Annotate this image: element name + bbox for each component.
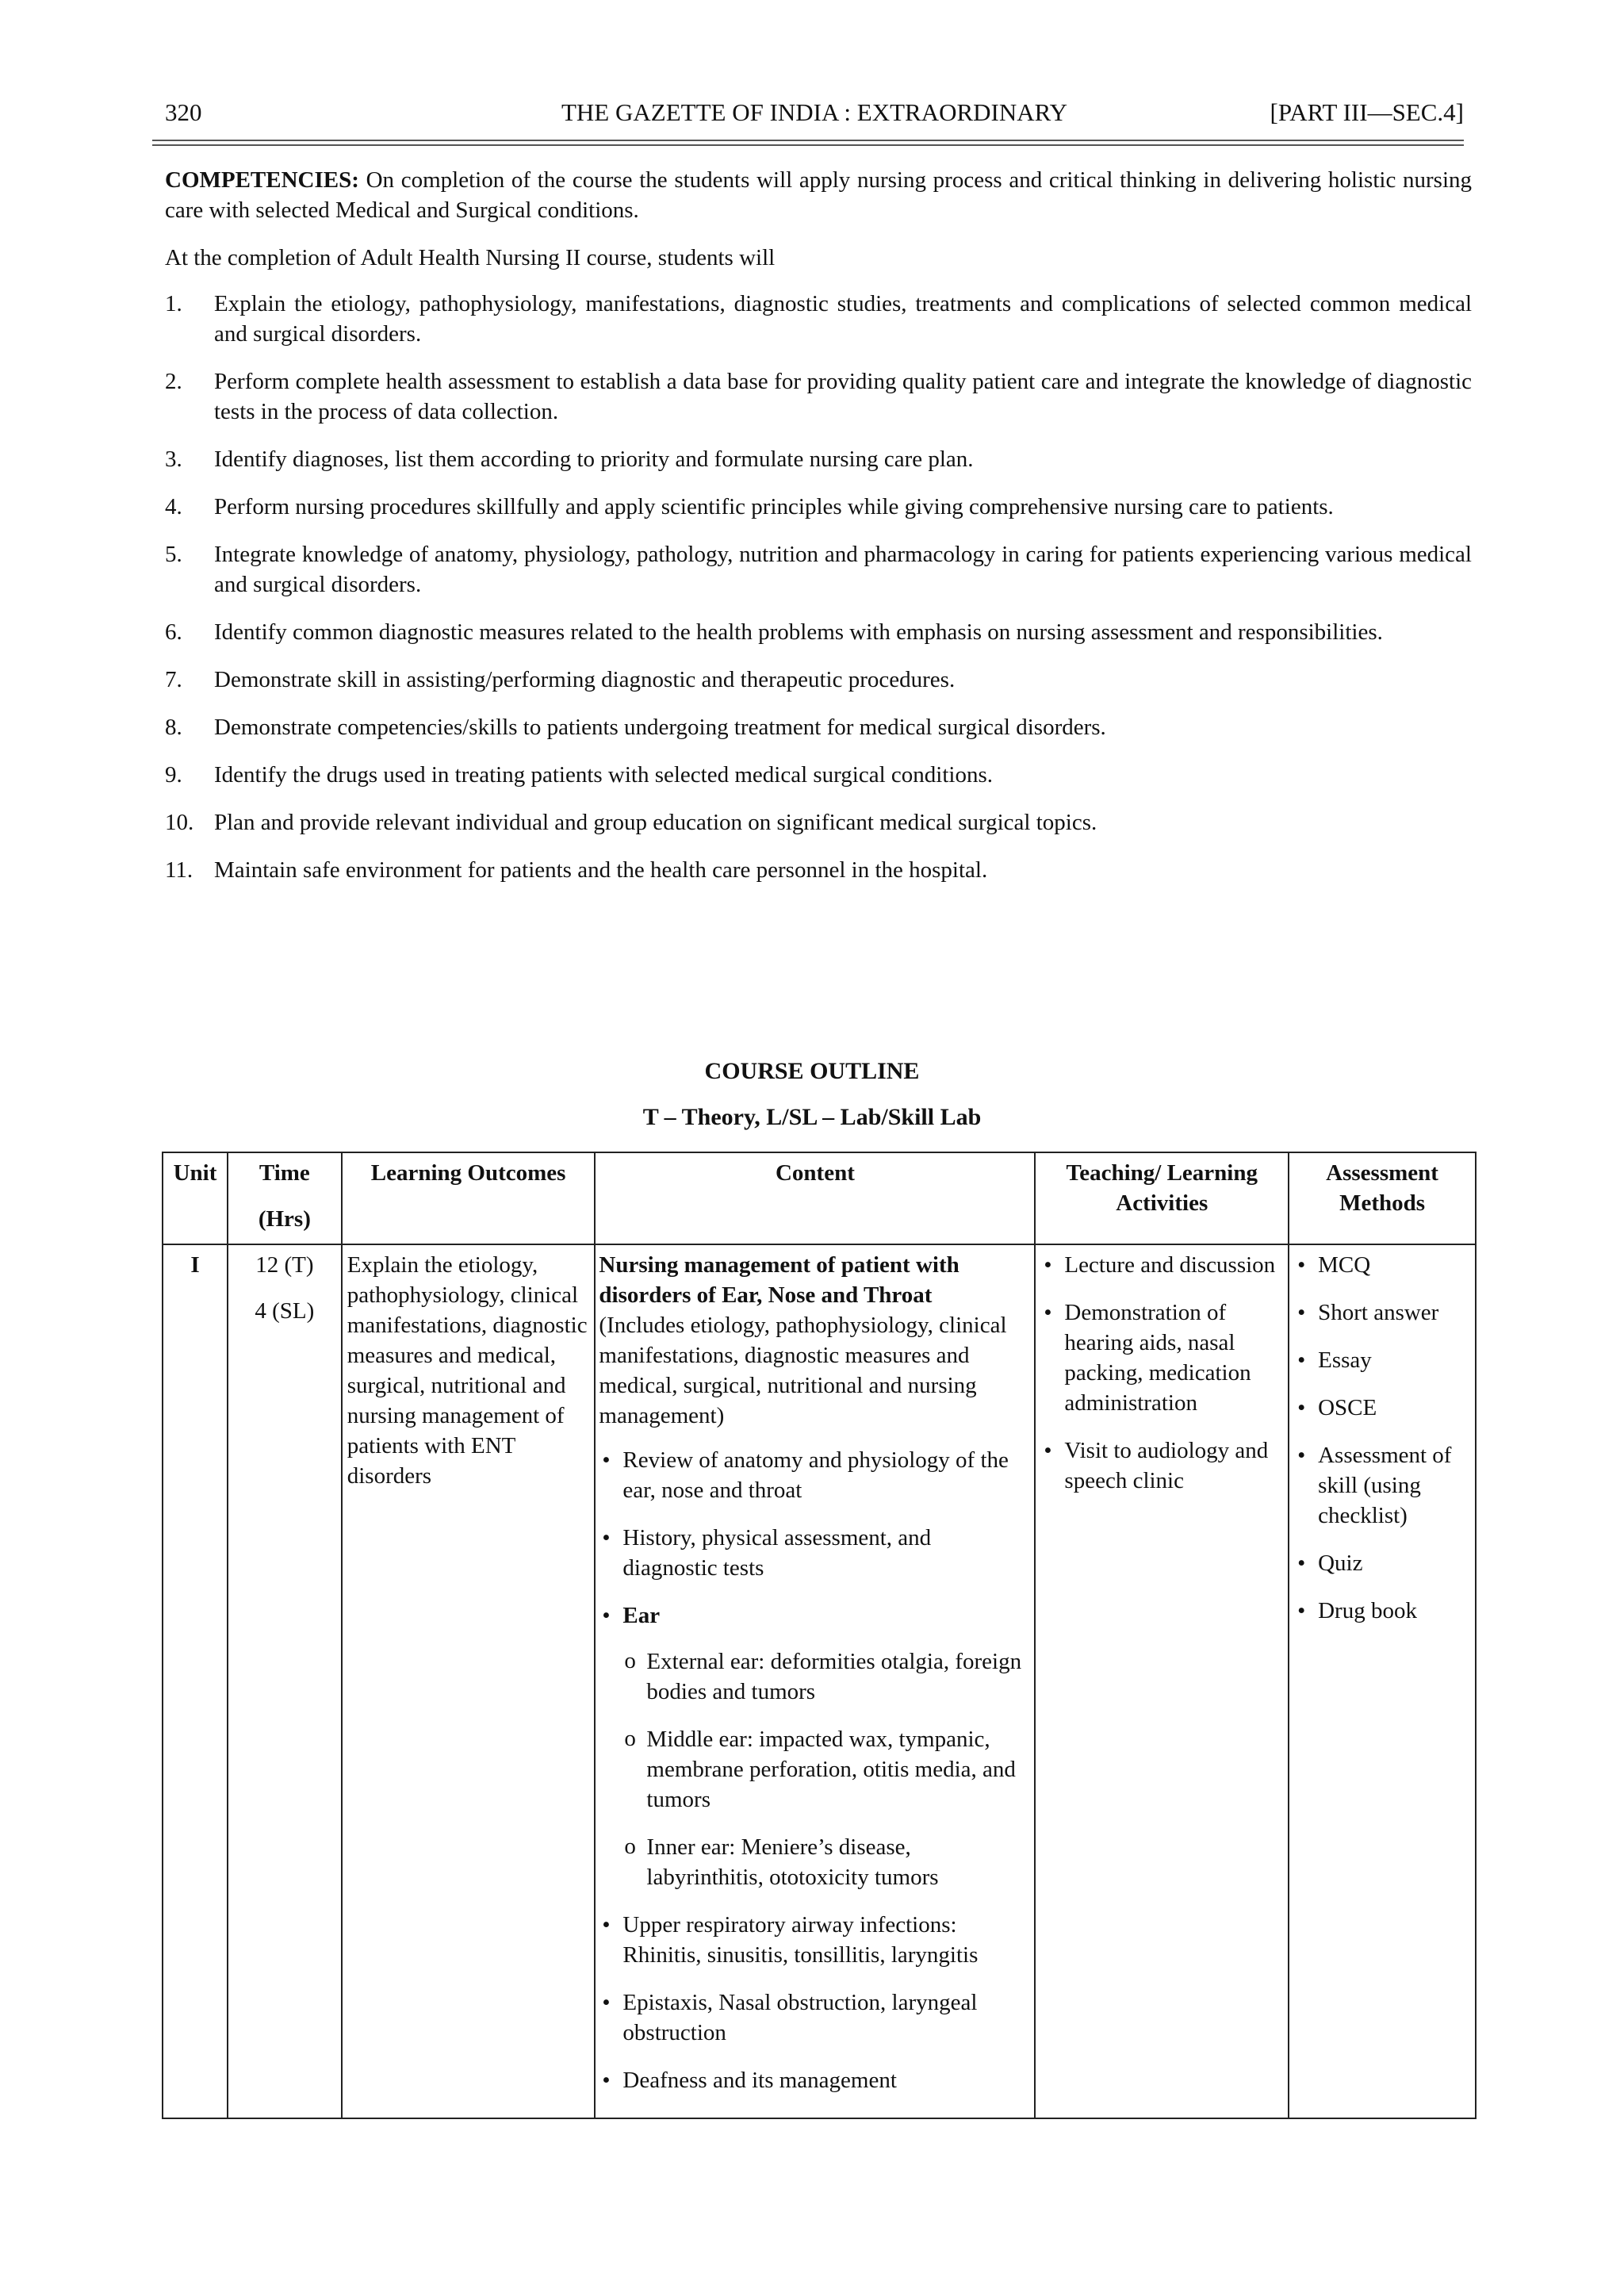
objective-text: Perform nursing procedures skillfully and apply scientific principles while giving comprehensive nursing care to patients. xyxy=(214,494,1334,519)
objective-item xyxy=(165,492,1472,522)
objective-text: Plan and provide relevant individual and group education on significant medical surgical topics. xyxy=(214,810,1097,835)
objective-text: Demonstrate competencies/skills to patients undergoing treatment for medical surgical disorders. xyxy=(214,715,1106,740)
assessment-item: • Short answer xyxy=(1294,1297,1470,1328)
objective-item xyxy=(165,289,1472,349)
header-time: Time (Hrs) xyxy=(228,1152,342,1244)
course-outline-table xyxy=(162,1152,1477,2119)
ear-label: Ear xyxy=(622,1603,661,1628)
table-row xyxy=(163,1244,1476,2118)
objective-number: 4. xyxy=(165,494,182,519)
objective-number: 3. xyxy=(165,447,182,472)
header-rule-bottom xyxy=(152,144,1464,146)
page-number: 320 xyxy=(165,98,202,126)
objective-number: 9. xyxy=(165,762,182,788)
header-activities: Teaching/ Learning Activities xyxy=(1035,1152,1289,1244)
objective-text: Explain the etiology, pathophysiology, manifestations, diagnostic studies, treatments and complications of selected common medical and surgical disorders. xyxy=(214,291,1472,347)
content-item: • Review of anatomy and physiology of the ear, nose and throat xyxy=(599,1445,1029,1505)
activity-item: • Demonstration of hearing aids, nasal packing, medication administration xyxy=(1040,1297,1283,1418)
objective-text: Identify common diagnostic measures related to the health problems with emphasis on nursing assessment and responsibilities. xyxy=(214,619,1383,645)
content-heading: Nursing management of patient with disorders of Ear, Nose and Throat xyxy=(599,1252,959,1308)
competencies-paragraph xyxy=(165,165,1472,225)
objective-number: 5. xyxy=(165,542,182,567)
assessment-item: • Drug book xyxy=(1294,1596,1470,1626)
activity-item: • Visit to audiology and speech clinic xyxy=(1040,1435,1283,1496)
content-item-ear xyxy=(599,1600,1029,1892)
objectives-intro: At the completion of Adult Health Nursing II course, students will xyxy=(165,245,776,270)
header-assessment: Assessment Methods xyxy=(1289,1152,1476,1244)
objective-item xyxy=(165,712,1472,742)
objective-text: Identify the drugs used in treating patients with selected medical surgical conditions. xyxy=(214,762,993,788)
time-skill-lab: 4 (SL) xyxy=(255,1298,315,1324)
activities-cell xyxy=(1035,1244,1289,2118)
objective-number: 8. xyxy=(165,715,182,740)
ear-subitem: o Inner ear: Meniere’s disease, labyrinthitis, ototoxicity tumors xyxy=(622,1832,1029,1892)
ear-sublist xyxy=(622,1646,1029,1892)
objective-text: Identify diagnoses, list them according to priority and formulate nursing care plan. xyxy=(214,447,974,472)
assessment-cell xyxy=(1289,1244,1476,2118)
content-item: • Upper respiratory airway infections: Rhinitis, sinusitis, tonsillitis, laryngitis xyxy=(599,1910,1029,1970)
objective-text: Integrate knowledge of anatomy, physiology, pathology, nutrition and pharmacology in caring for patients experiencing various medical and surgical disorders. xyxy=(214,542,1472,597)
activities-list xyxy=(1040,1250,1283,1496)
course-outline-title: COURSE OUTLINE xyxy=(704,1058,920,1084)
assessment-list xyxy=(1294,1250,1470,1626)
objective-text: Maintain safe environment for patients and the health care personnel in the hospital. xyxy=(214,857,988,883)
content-item: • Deafness and its management xyxy=(599,2065,1029,2095)
objectives-list xyxy=(165,289,1472,903)
objective-item xyxy=(165,539,1472,600)
time-theory: 12 (T) xyxy=(255,1252,314,1278)
content-item: • History, physical assessment, and diagnostic tests xyxy=(599,1523,1029,1583)
objective-item xyxy=(165,617,1472,647)
objective-number: 11. xyxy=(165,857,193,883)
objective-number: 10. xyxy=(165,810,194,835)
header-rule-top xyxy=(152,140,1464,141)
objective-item xyxy=(165,760,1472,790)
objective-item xyxy=(165,444,1472,474)
objective-item xyxy=(165,366,1472,427)
assessment-item: • Essay xyxy=(1294,1345,1470,1375)
time-cell xyxy=(228,1244,342,2118)
objective-number: 2. xyxy=(165,369,182,394)
table-header-row xyxy=(163,1152,1476,1244)
activity-item: • Lecture and discussion xyxy=(1040,1250,1283,1280)
objective-item xyxy=(165,807,1472,838)
objective-number: 7. xyxy=(165,667,182,692)
learning-outcomes-cell: Explain the etiology, pathophysiology, clinical manifestations, diagnostic measures and medical, surgical, nutritional and nursing management of patients with ENT disorders xyxy=(342,1244,596,2118)
objective-item xyxy=(165,665,1472,695)
objective-number: 6. xyxy=(165,619,182,645)
content-list xyxy=(599,1445,1029,2095)
assessment-item: • Quiz xyxy=(1294,1548,1470,1578)
objective-text: Demonstrate skill in assisting/performing diagnostic and therapeutic procedures. xyxy=(214,667,956,692)
competencies-text: On completion of the course the students will apply nursing process and critical thinking in delivering holistic nursing care with selected Medical and Surgical conditions. xyxy=(165,167,1472,223)
running-header xyxy=(165,98,1464,133)
assessment-item: • MCQ xyxy=(1294,1250,1470,1280)
content-intro: (Includes etiology, pathophysiology, clinical manifestations, diagnostic measures and medical, surgical, nutritional and nursing management) xyxy=(599,1313,1007,1428)
content-cell xyxy=(595,1244,1035,2118)
ear-subitem: o Middle ear: impacted wax, tympanic, membrane perforation, otitis media, and tumors xyxy=(622,1724,1029,1815)
header-unit: Unit xyxy=(163,1152,228,1244)
course-outline-subtitle: T – Theory, L/SL – Lab/Skill Lab xyxy=(642,1104,982,1130)
ear-subitem: o External ear: deformities otalgia, foreign bodies and tumors xyxy=(622,1646,1029,1707)
gazette-title: THE GAZETTE OF INDIA : EXTRAORDINARY xyxy=(561,98,1068,126)
objective-item xyxy=(165,855,1472,885)
objective-number: 1. xyxy=(165,291,182,316)
objective-text: Perform complete health assessment to establish a data base for providing quality patient care and integrate the knowledge of diagnostic tests in the process of data collection. xyxy=(214,369,1472,424)
header-content: Content xyxy=(595,1152,1035,1244)
header-learning-outcomes: Learning Outcomes xyxy=(342,1152,596,1244)
content-item: • Epistaxis, Nasal obstruction, laryngeal obstruction xyxy=(599,1987,1029,2048)
section-label: [PART III—SEC.4] xyxy=(1270,98,1464,126)
unit-cell: I xyxy=(163,1244,228,2118)
assessment-item: • OSCE xyxy=(1294,1393,1470,1423)
competencies-label: COMPETENCIES: xyxy=(165,167,359,193)
assessment-item: • Assessment of skill (using checklist) xyxy=(1294,1440,1470,1531)
